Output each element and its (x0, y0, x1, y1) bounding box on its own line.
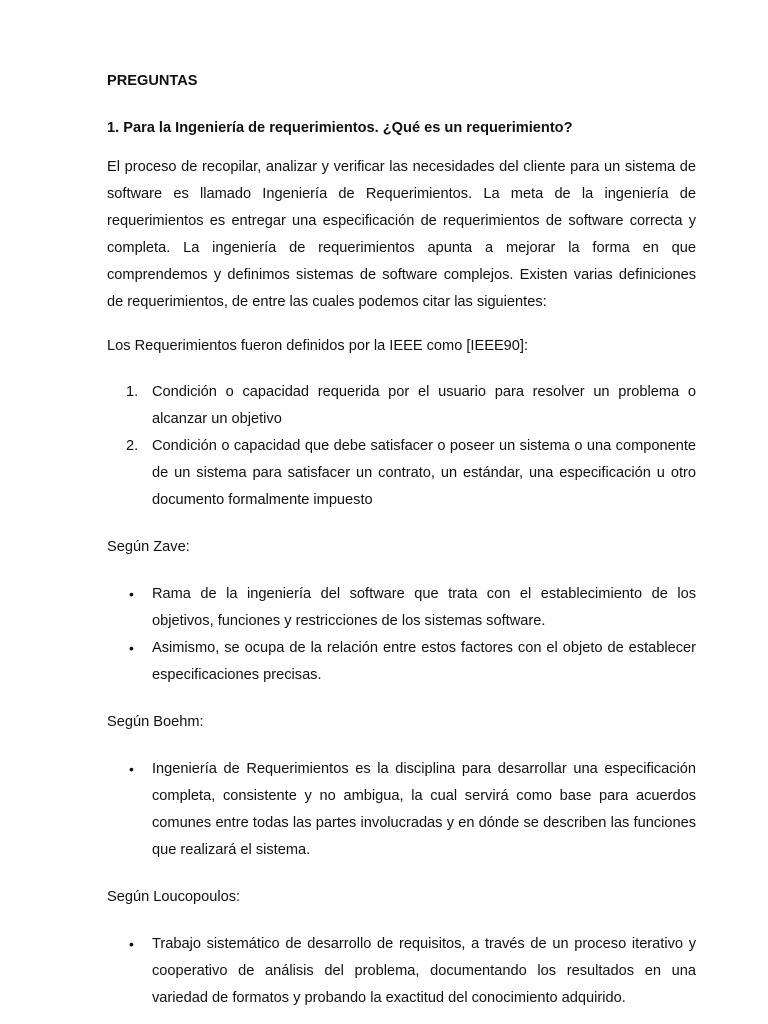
list-item-text: Rama de la ingeniería del software que trata con el establecimiento de los objetivos, funciones y restricciones de los sistemas software. (152, 586, 696, 629)
zave-definitions-list (107, 581, 696, 689)
bullet-icon: • (129, 936, 134, 952)
list-item (107, 379, 696, 433)
list-item (107, 931, 696, 1012)
list-item (107, 433, 696, 514)
bullet-icon: • (129, 761, 134, 777)
list-item-text: Asimismo, se ocupa de la relación entre estos factores con el objeto de establecer especificaciones precisas. (152, 640, 696, 683)
list-item (107, 635, 696, 689)
list-number: 2. (126, 438, 139, 454)
document-title: PREGUNTAS (107, 73, 198, 89)
boehm-label: Según Boehm: (107, 714, 204, 730)
list-item (107, 581, 696, 635)
zave-label: Según Zave: (107, 539, 190, 555)
list-item-text: Condición o capacidad requerida por el usuario para resolver un problema o alcanzar un objetivo (152, 384, 696, 427)
loucopoulos-definitions-list (107, 931, 696, 1012)
list-number: 1. (126, 384, 139, 400)
question-heading: 1. Para la Ingeniería de requerimientos. ¿Qué es un requerimiento? (107, 120, 573, 136)
ieee-definitions-list (107, 379, 696, 514)
list-item-text: Trabajo sistemático de desarrollo de requisitos, a través de un proceso iterativo y cooperativo de análisis del problema, documentando los resultados en una variedad de formatos y probando la exactitud del conocimiento adquirido. (152, 936, 696, 1006)
list-item-text: Condición o capacidad que debe satisfacer o poseer un sistema o una componente de un sistema para satisfacer un contrato, un estándar, una especificación u otro documento formalmente impuesto (152, 438, 696, 508)
boehm-definitions-list (107, 756, 696, 864)
intro-paragraph: El proceso de recopilar, analizar y verificar las necesidades del cliente para un sistema de software es llamado Ingeniería de Requerimientos. La meta de la ingeniería de requerimientos es entregar una especificación de requerimientos de software correcta y completa. La ingeniería de requerimientos apunta a mejorar la forma en que comprendemos y definimos sistemas de software complejos. Existen varias definiciones de requerimientos, de entre las cuales podemos citar las siguientes: (107, 159, 696, 310)
ieee-intro: Los Requerimientos fueron definidos por la IEEE como [IEEE90]: (107, 338, 529, 354)
list-item (107, 756, 696, 864)
list-item-text: Ingeniería de Requerimientos es la disciplina para desarrollar una especificación completa, consistente y no ambigua, la cual servirá como base para acuerdos comunes entre todas las partes involucradas y en dónde se describen las funciones que realizará el sistema. (152, 761, 696, 858)
loucopoulos-label: Según Loucopoulos: (107, 889, 241, 905)
bullet-icon: • (129, 586, 134, 602)
bullet-icon: • (129, 640, 134, 656)
